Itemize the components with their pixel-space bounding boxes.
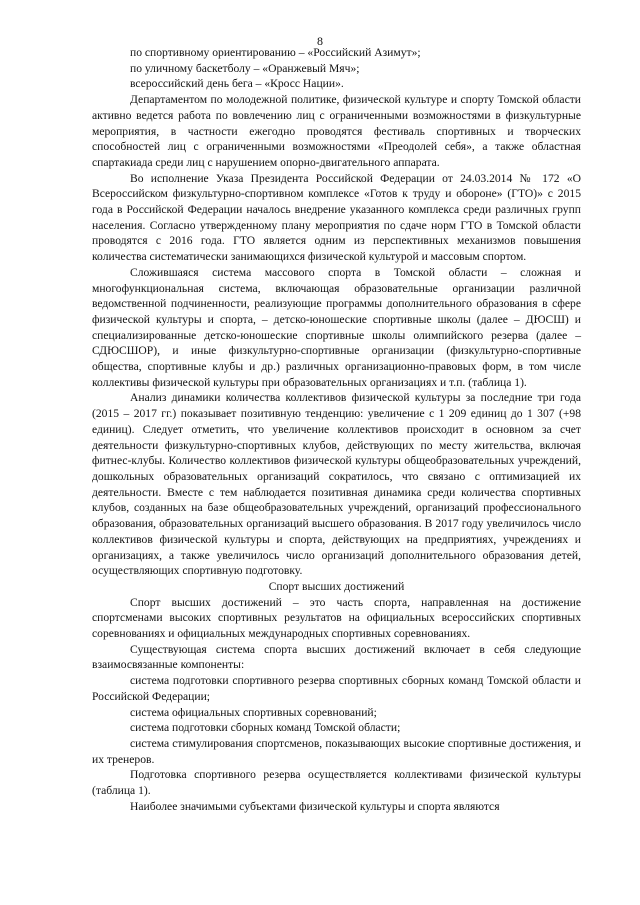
list-item-orienteering: по спортивному ориентированию – «Российский Азимут»; bbox=[130, 46, 421, 59]
section-heading: Спорт высших достижений bbox=[268, 579, 405, 593]
list-item-running-day: всероссийский день бега – «Кросс Нации». bbox=[130, 77, 344, 91]
list-item-team-training: система подготовки сборных команд Томской области; bbox=[130, 721, 401, 735]
paragraph-system-components: Существующая система спорта высших достижений включает в себя следующие взаимосвязанные компоненты: bbox=[92, 642, 581, 672]
list-item-competitions: система официальных спортивных соревнований; bbox=[130, 705, 377, 719]
list-item-reserve-training: система подготовки спортивного резерва спортивных сборных команд Томской области и Российской Федерации; bbox=[92, 674, 581, 703]
paragraph-disabilities: Департаментом по молодежной политике, физической культуре и спорту Томской области активно ведется работа по вовлечению лиц с ограниченными возможностями в физкультурные мероприятия, в частности ежегодно проводятся фестиваль спортивных и творческих способностей лиц с ограниченными возможностями «Преодолей себя», а также областная спартакиада среди лиц с нарушением опорно-двигательного аппарата. bbox=[92, 93, 581, 169]
document-body bbox=[92, 45, 581, 814]
paragraph-mass-sport-system: Сложившаяся система массового спорта в Томской области – сложная и многофункциональная система, включающая образовательные организации различной ведомственной подчиненности, реализующие программы дополнительного образования в сфере физической культуры и спорта, – детско-юношеские спортивные школы (далее – ДЮСШ) и специализированные детско-юношеские спортивные школы олимпийского резерва (далее – СДЮСШОР), и иные физкультурно-спортивные организации (физкультурно-спортивные общества, спортивные клубы и др.) различных организационно-правовых форм, в том числе коллективы физической культуры при образовательных организациях и т.п. (таблица 1). bbox=[92, 265, 581, 389]
paragraph-reserve-preparation: Подготовка спортивного резерва осуществляется коллективами физической культуры (таблица 1). bbox=[92, 768, 581, 798]
page-number: 8 bbox=[317, 34, 323, 48]
paragraph-significant-subjects: Наиболее значимыми субъектами физической культуры и спорта являются bbox=[130, 799, 500, 813]
paragraph-gto: Во исполнение Указа Президента Российской Федерации от 24.03.2014 № 172 «О Всероссийском физкультурно-спортивном комплексе «Готов к труду и обороне» (ГТО)» с 2015 года в Российской Федерации началось внедрение указанного комплекса среди различных групп населения. Согласно утвержденному плану мероприятия по сдаче норм ГТО в Томской области проводятся с 2016 года. ГТО является одним из перспективных механизмов повышения количества систематически занимающихся физической культурой и массовым спортом. bbox=[92, 171, 581, 264]
list-item-incentives: система стимулирования спортсменов, показывающих высокие спортивные достижения, и их тренеров. bbox=[92, 736, 581, 766]
paragraph-dynamics-analysis: Анализ динамики количества коллективов физической культуры за последние три года (2015 – 2017 гг.) показывает позитивную тенденцию: увеличение с 1 209 единиц до 1 307 (+98 единиц). Следует отметить, что увеличение коллективов происходит в основном за счет деятельности физкультурно-спортивных клубов, действующих по месту жительства, включая фитнес-клубы. Количество коллективов физической культуры общеобразовательных учреждений, дошкольных образовательных организаций сократилось, что связано с оптимизацией их деятельности. Вместе с тем наблюдается позитивная динамика среди количества спортивных клубов, созданных на базе общеобразовательных учреждений, организаций профессионального образования, образовательных организаций высшего образования. В 2017 году увеличилось число коллективов физической культуры и спорта, действующих на предприятиях, учреждениях и организациях, а также увеличилось число организаций дополнительного образования детей, осуществляющих спортивную подготовку. bbox=[92, 391, 581, 578]
paragraph-high-achievement-definition: Спорт высших достижений – это часть спорта, направленная на достижение спортсменами высоких спортивных результатов на официальных всероссийских спортивных соревнованиях и официальных международных спортивных соревнованиях. bbox=[92, 595, 581, 641]
list-item-street-basketball: по уличному баскетболу – «Оранжевый Мяч»; bbox=[130, 61, 360, 75]
